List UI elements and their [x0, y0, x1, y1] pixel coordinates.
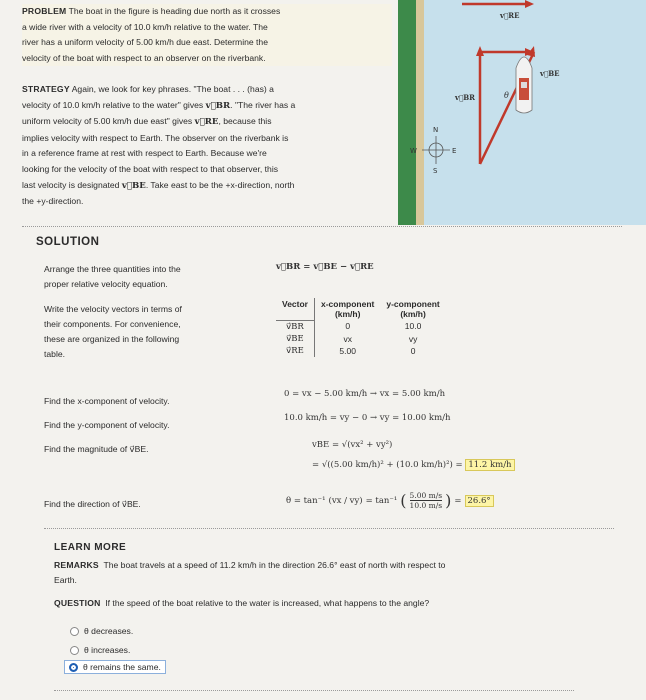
- river-diagram: [398, 0, 646, 225]
- vector-vre: v⃗RE: [194, 117, 219, 128]
- river-figure: [398, 0, 646, 225]
- option-decreases[interactable]: θ decreases.: [70, 626, 133, 636]
- strategy-line-8: the +y-direction.: [22, 196, 84, 207]
- divider-bottom: [54, 690, 574, 691]
- step4-label: Find the y-component of velocity.: [44, 420, 170, 430]
- option-increases[interactable]: θ increases.: [70, 645, 130, 655]
- problem-line-2: a wide river with a velocity of 10.0 km/h relative to the water. The: [22, 21, 268, 32]
- problem-block: [22, 4, 392, 66]
- step4-equation: 10.0 km/h = vy − 0 → vy = 10.00 km/h: [284, 413, 451, 423]
- step2-label: Write the velocity vectors in terms of their components. For convenience, these are organized in the following table.: [44, 304, 182, 359]
- compass-e: E: [452, 147, 457, 155]
- vector-vbe: v⃗BE: [121, 180, 146, 191]
- step6-label: Find the direction of v⃗BE.: [44, 499, 141, 509]
- boat-icon: [516, 57, 532, 113]
- step3-equation: 0 = vx − 5.00 km/h → vx = 5.00 km/h: [284, 389, 446, 399]
- compass-w: W: [410, 147, 417, 155]
- question-text: If the speed of the boat relative to the water is increased, what happens to the angle?: [105, 598, 430, 608]
- solution-heading: SOLUTION: [36, 236, 100, 248]
- magnitude-result: 11.2 km/h: [465, 459, 514, 471]
- problem-line-4: velocity of the boat with respect to an observer on the riverbank.: [22, 52, 266, 63]
- remarks-label: REMARKS: [54, 560, 99, 570]
- compass-s: S: [433, 167, 438, 175]
- question-label: QUESTION: [54, 598, 101, 608]
- vector-vbr: v⃗BR: [205, 100, 231, 111]
- compass-n: N: [433, 126, 439, 134]
- strategy-line-1: STRATEGY Again, we look for key phrases. "The boat . . . (has) a: [22, 84, 274, 94]
- theta-label: θ: [504, 91, 509, 100]
- step1-equation: v⃗BR = v⃗BE − v⃗RE: [276, 262, 374, 272]
- label-vbe-figure: v⃗BE: [540, 69, 560, 78]
- header-x: x-component (km/h): [321, 299, 375, 319]
- table-row: v⃗RE 5.00 0: [276, 345, 446, 357]
- option-remains-same[interactable]: θ remains the same.: [64, 660, 166, 674]
- learn-more-heading: LEARN MORE: [54, 542, 127, 553]
- divider-top: [22, 226, 622, 227]
- problem-line-3: river has a uniform velocity of 5.00 km/h due east. Determine the: [22, 37, 268, 48]
- direction-result: 26.6°: [465, 495, 494, 507]
- step1-label: Arrange the three quantities into the proper relative velocity equation.: [44, 264, 181, 289]
- question-block: [54, 598, 429, 608]
- label-vbr-figure: v⃗BR: [455, 93, 476, 102]
- strategy-line-7: last velocity is designated v⃗BE. Take east to be the +x-direction, north: [22, 179, 295, 191]
- strategy-line-6: looking for the velocity of the boat with respect to that observer, this: [22, 163, 279, 174]
- radio-remains-same[interactable]: [69, 663, 78, 672]
- step5-label: Find the magnitude of v⃗BE.: [44, 444, 149, 454]
- table-row: v⃗BR 0 10.0: [276, 320, 446, 333]
- header-vector: Vector: [276, 298, 315, 320]
- step6-equation: θ = tan⁻¹ (vx / vy) = tan⁻¹ ( $\frac{5.00 m/s}{10.0 m/s}$ ) = 26.6°: [286, 491, 494, 510]
- components-table: [276, 298, 446, 357]
- strategy-line-5: in a reference frame at rest with respect to Earth. Because we're: [22, 148, 267, 159]
- divider-middle: [44, 528, 614, 529]
- left-shore: [416, 0, 424, 225]
- strategy-line-4: implies velocity with respect to Earth. The observer on the riverbank is: [22, 132, 289, 143]
- direction-fraction: $\frac{5.00 m/s}{10.0 m/s}$: [409, 491, 443, 510]
- remarks-block: REMARKS The boat travels at a speed of 11.2 km/h in the direction 26.6° east of north with respect to Earth.: [54, 560, 446, 585]
- strategy-block: [22, 82, 392, 210]
- table-row: v⃗BE vx vy: [276, 333, 446, 345]
- radio-decreases[interactable]: [70, 627, 79, 636]
- table-header-row: [276, 298, 446, 320]
- problem-label: PROBLEM: [22, 6, 67, 16]
- step3-label: Find the x-component of velocity.: [44, 396, 170, 406]
- radio-increases[interactable]: [70, 646, 79, 655]
- step5-equation-2: = √((5.00 km/h)² + (10.0 km/h)²) = 11.2 km/h: [312, 460, 515, 470]
- header-y: y-component (km/h): [386, 299, 440, 319]
- strategy-line-3: uniform velocity of 5.00 km/h due east" gives v⃗RE, because this: [22, 116, 272, 128]
- label-vre-figure: v⃗RE: [500, 11, 520, 20]
- step5-equation-1: vBE = √(vx² + vy²): [312, 440, 393, 450]
- left-bank: [398, 0, 416, 225]
- strategy-label: STRATEGY: [22, 84, 70, 94]
- problem-line-1: PROBLEM The boat in the figure is heading due north as it crosses: [22, 6, 281, 16]
- strategy-line-2: velocity of 10.0 km/h relative to the water" gives v⃗BR. "The river has a: [22, 99, 296, 111]
